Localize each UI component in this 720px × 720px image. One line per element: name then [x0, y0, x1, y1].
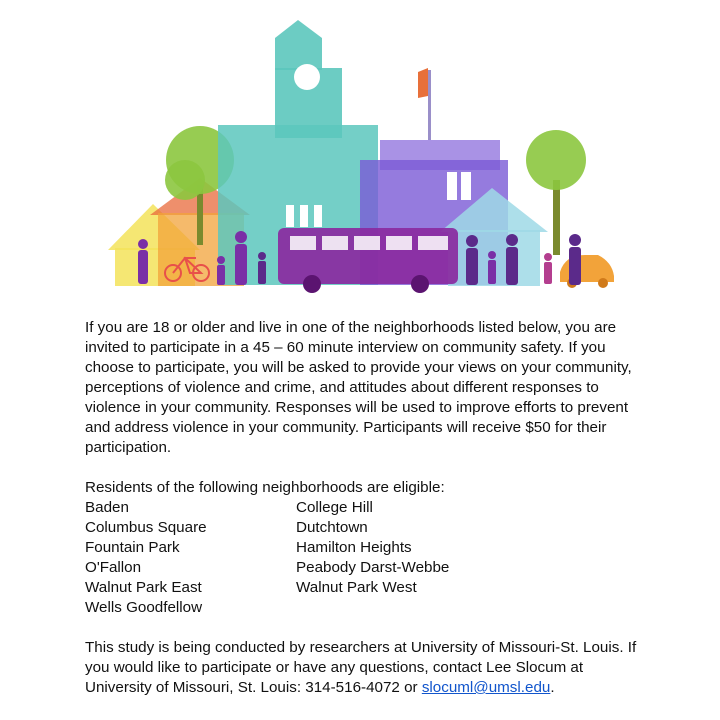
community-illustration: [0, 0, 720, 305]
neighborhood-item: Baden: [85, 499, 129, 516]
contact-paragraph: [85, 638, 645, 698]
flag-icon: [418, 68, 431, 140]
contact-email-link[interactable]: slocuml@umsl.edu: [421, 679, 551, 696]
neighborhood-item: O'Fallon: [85, 559, 142, 576]
neighborhood-item: Peabody Darst-Webbe: [296, 559, 450, 576]
eligibility-heading: Residents of the following neighborhoods are eligible:: [85, 479, 445, 496]
neighborhood-item: Wells Goodfellow: [85, 599, 203, 616]
neighborhood-item: College Hill: [296, 499, 373, 516]
contact-text: This study is being conducted by researchers at University of Missouri-St. Louis. If you would like to participate or have any questions, contact Lee Slocum at University of Missouri, St. Louis: 314-516-4072 or: [85, 639, 637, 696]
contact-suffix: .: [550, 679, 555, 696]
neighborhood-column-left: [85, 498, 296, 618]
car-icon: [560, 255, 614, 288]
neighborhood-item: Fountain Park: [85, 539, 180, 556]
neighborhood-item: Dutchtown: [296, 519, 368, 536]
neighborhood-list: [85, 498, 645, 618]
community-illustration-svg: [0, 0, 720, 305]
neighborhood-column-right: [296, 498, 645, 618]
neighborhood-item: Columbus Square: [85, 519, 207, 536]
neighborhood-item: Walnut Park East: [85, 579, 202, 596]
intro-paragraph: If you are 18 or older and live in one of the neighborhoods listed below, you are invited to participate in a 45 – 60 minute interview on community safety. If you choose to participate, you will be asked to provide your views on your community, perceptions of violence and crime, and attitudes about different responses to violence in your community. Responses will be used to improve efforts to prevent and address violence in your community. Participants will receive $50 for their participation.: [85, 319, 632, 456]
bus-icon: [278, 228, 458, 293]
neighborhood-item: Walnut Park West: [296, 579, 417, 596]
flyer-text: [85, 318, 645, 698]
neighborhood-item: Hamilton Heights: [296, 539, 412, 556]
